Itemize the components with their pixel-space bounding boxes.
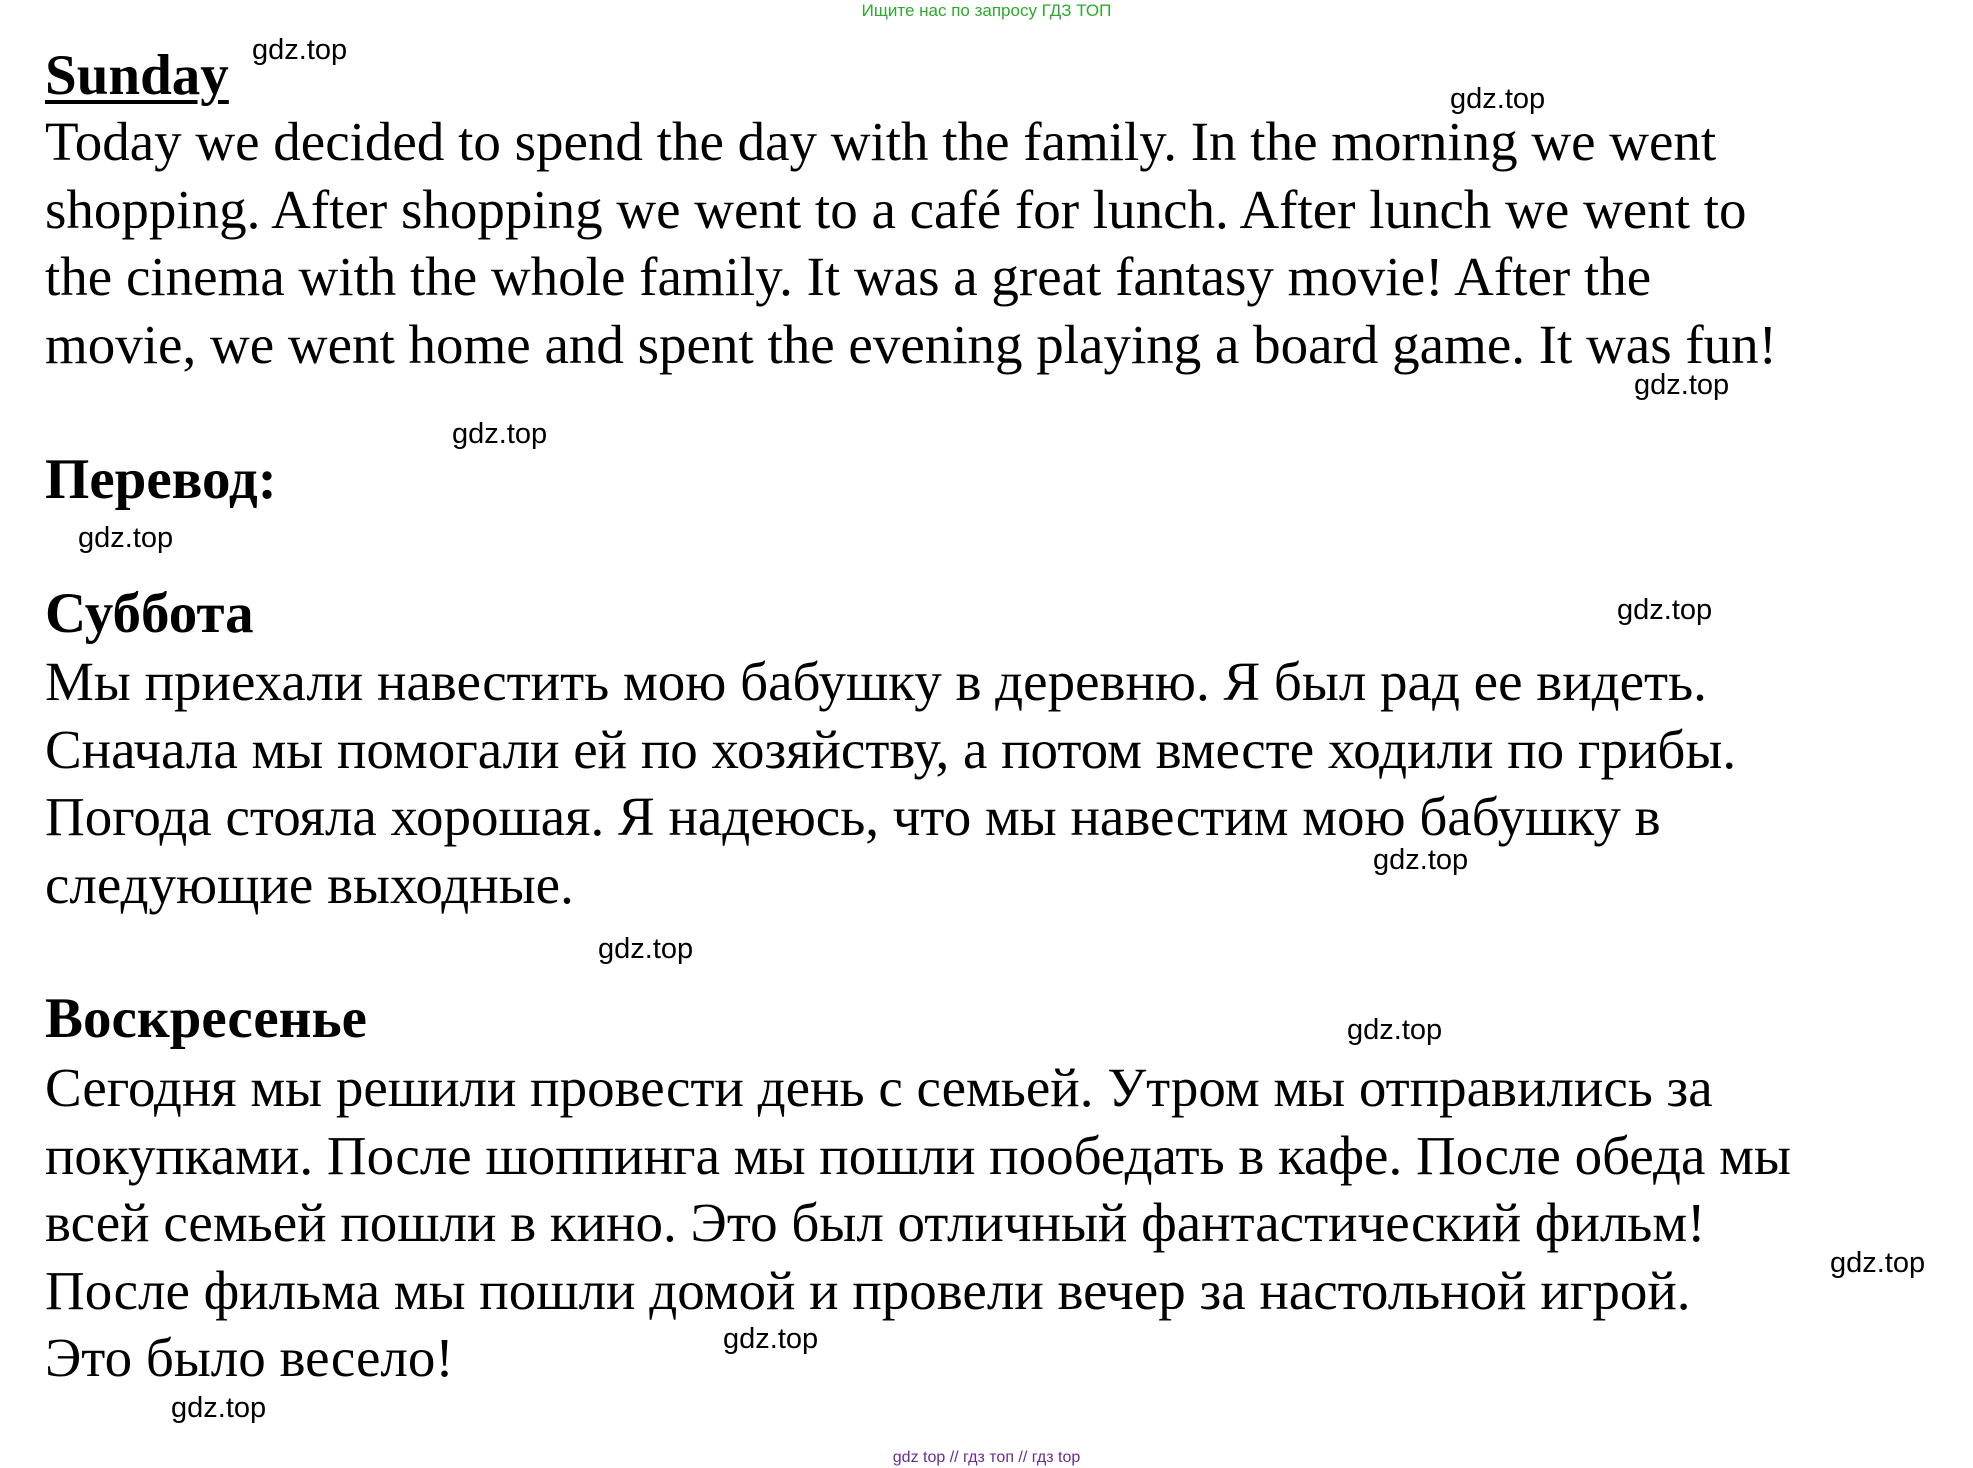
watermark: gdz.top <box>1450 83 1546 115</box>
sunday-ru-line: После фильма мы пошли домой и провели вечер за настольной игрой. <box>45 1259 1691 1321</box>
saturday-ru-line: Сначала мы помогали ей по хозяйству, а потом вместе ходили по грибы. <box>45 718 1737 780</box>
sunday-ru-line: Это было весело! <box>45 1327 454 1388</box>
sunday-ru-paragraph <box>45 1054 1960 1392</box>
translation-heading: Перевод: <box>45 448 277 511</box>
saturday-ru-line: Мы приехали навестить мою бабушку в деревню. Я был рад ее видеть. <box>45 651 1707 712</box>
watermark: gdz.top <box>78 522 174 554</box>
watermark: gdz.top <box>452 418 548 450</box>
sunday-line: movie, we went home and spent the evening playing a board game. It was fun! <box>45 313 1777 375</box>
watermark: gdz.top <box>171 1392 267 1424</box>
sunday-line: shopping. After shopping we went to a café for lunch. After lunch we went to <box>45 178 1747 240</box>
watermark: gdz.top <box>598 933 694 965</box>
watermark: gdz.top <box>723 1323 819 1355</box>
top-banner: Ищите нас по запросу ГДЗ ТОП <box>861 1 1112 20</box>
sunday-heading: Sunday <box>45 44 229 107</box>
sunday-ru-line: всей семьей пошли в кино. Это был отличный фантастический фильм! <box>45 1192 1706 1253</box>
sunday-line: Today we decided to spend the day with the family. In the morning we went <box>45 111 1717 172</box>
watermark: gdz.top <box>1617 594 1713 626</box>
watermark: gdz.top <box>1373 844 1469 876</box>
sunday-ru-line: покупками. После шоппинга мы пошли пообедать в кафе. После обеда мы <box>45 1124 1791 1186</box>
saturday-ru-paragraph <box>45 648 1960 918</box>
bottom-footer: gdz top // гдз топ // гдз top <box>892 1449 1081 1466</box>
sunday-line: the cinema with the whole family. It was a great fantasy movie! After the <box>45 246 1652 307</box>
sunday-ru-heading: Воскресенье <box>45 987 367 1050</box>
saturday-ru-line: следующие выходные. <box>45 853 574 915</box>
watermark: gdz.top <box>1634 369 1730 401</box>
sunday-ru-line: Сегодня мы решили провести день с семьей. Утром мы отправились за <box>45 1057 1713 1118</box>
watermark: gdz.top <box>252 34 348 66</box>
sunday-paragraph <box>45 108 1960 378</box>
saturday-ru-line: Погода стояла хорошая. Я надеюсь, что мы навестим мою бабушку в <box>45 786 1661 847</box>
watermark: gdz.top <box>1830 1247 1926 1279</box>
saturday-ru-heading: Суббота <box>45 582 254 645</box>
watermark: gdz.top <box>1347 1014 1443 1046</box>
